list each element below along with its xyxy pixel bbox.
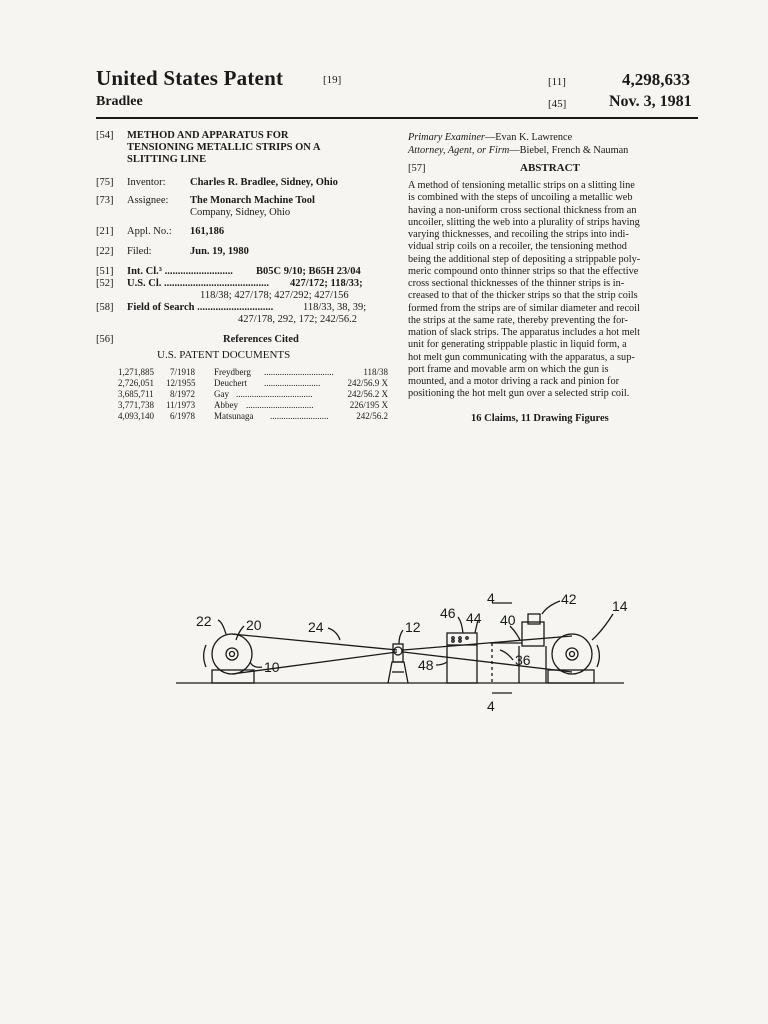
control-dot — [452, 637, 454, 639]
recoiler-coil — [552, 634, 592, 674]
figure-label-4-bottom: 4 — [487, 698, 495, 714]
abstract-line: meric compound onto thinner strips so that the effective — [408, 265, 639, 277]
web-upper — [232, 634, 397, 650]
invention-title-line-2: TENSIONING METALLIC STRIPS ON A — [127, 142, 321, 153]
figure-label-10: 10 — [264, 659, 280, 675]
us-cl-value: 427/172; 118/33; — [290, 278, 363, 289]
code-52: [52] — [96, 278, 114, 289]
assignee-line-2: Company, Sidney, Ohio — [190, 207, 291, 218]
ref-dots: .................................. — [236, 389, 313, 399]
ref-number: 3,685,711 — [118, 389, 154, 399]
assignee-line-1: The Monarch Machine Tool — [190, 195, 315, 206]
recoiler-hub — [566, 648, 578, 660]
ref-name: Gay — [214, 389, 229, 399]
abstract-line: having a non-uniform cross sectional thickness from an — [408, 204, 637, 216]
ref-number: 1,271,885 — [118, 367, 154, 377]
leader-14 — [592, 614, 613, 640]
code-56: [56] — [96, 334, 114, 345]
code-21: [21] — [96, 226, 114, 237]
ref-date: 7/1918 — [170, 367, 196, 377]
abstract-line: positioning the hot melt gun over a selected strip coil. — [408, 388, 630, 400]
ref-class: 118/38 — [363, 367, 388, 377]
us-cl-value-2: 118/38; 427/178; 427/292; 427/156 — [200, 290, 349, 301]
ref-dots: .......................... — [270, 411, 329, 421]
leader-48 — [436, 662, 447, 665]
code-22: [22] — [96, 246, 114, 257]
control-dot — [466, 637, 468, 639]
abstract-line: A method of tensioning metallic strips on a slitting line — [408, 180, 635, 191]
examiner-name: —Evan K. Lawrence — [484, 132, 573, 143]
abstract-line: cross sectional thicknesses of the thinner strips is in- — [408, 278, 625, 289]
field-of-search-value-2: 427/178, 292, 172; 242/56.2 — [238, 314, 358, 325]
recoiler-hub-center — [570, 652, 575, 657]
ref-dots: ............................... — [264, 367, 334, 377]
code-75: [75] — [96, 177, 114, 188]
leader-46 — [458, 617, 463, 633]
strip-upper — [403, 636, 572, 650]
appl-no-label: Appl. No.: — [127, 226, 172, 237]
us-cl-label: U.S. Cl. ........................................ — [127, 278, 270, 289]
attorney-label: Attorney, Agent, or Firm — [408, 145, 510, 156]
control-dot — [459, 637, 461, 639]
uncoiler-hub — [226, 648, 238, 660]
ref-number: 4,093,140 — [118, 411, 154, 421]
ref-class: 226/195 X — [349, 400, 388, 410]
uncoiler-coil — [212, 634, 252, 674]
abstract-line: uncoiler, slitting the web into a plurality of strips having — [408, 216, 640, 228]
filed-label: Filed: — [127, 246, 152, 257]
invention-title-line-3: SLITTING LINE — [127, 154, 207, 165]
web-lower — [232, 652, 397, 674]
code-51: [51] — [96, 266, 114, 277]
int-cl-label: Int. Cl.³ .......................... — [127, 266, 233, 277]
leader-12 — [399, 630, 403, 644]
abstract-line: being the additional step of depositing a strippable poly- — [408, 253, 641, 265]
figure-label-24: 24 — [308, 619, 324, 635]
claims-count: 16 Claims, 11 Drawing Figures — [471, 413, 609, 424]
abstract-heading: ABSTRACT — [520, 162, 580, 174]
abstract-line: mounted, and a motor driving a rack and pinion for — [408, 376, 620, 387]
invention-title-line-1: METHOD AND APPARATUS FOR — [127, 130, 289, 141]
ref-class: 242/56.2 X — [347, 389, 388, 399]
code-54: [54] — [96, 130, 114, 141]
figure-label-20: 20 — [246, 617, 262, 633]
abstract-line: unit for generating strippable plastic in liquid form, a — [408, 339, 627, 351]
figure-label-46: 46 — [440, 605, 456, 621]
code-73: [73] — [96, 195, 114, 206]
ref-date: 12/1955 — [166, 378, 196, 388]
abstract-line: is combined with the steps of uncoiling a metallic web — [408, 192, 633, 204]
leader-22 — [218, 620, 226, 634]
uncoiler-hub-center — [230, 652, 235, 657]
ref-class: 242/56.2 — [356, 411, 388, 421]
leader-36 — [500, 650, 513, 660]
figure-label-36: 36 — [515, 652, 531, 668]
patent-date: Nov. 3, 1981 — [609, 93, 692, 110]
code-19: [19] — [323, 74, 342, 86]
abstract-line: mation of slack strips. The apparatus includes a hot melt — [408, 327, 641, 338]
ref-date: 11/1973 — [166, 400, 196, 410]
figure-label-12: 12 — [405, 619, 421, 635]
figure-label-48: 48 — [418, 657, 434, 673]
attorney-name: —Biebel, French & Nauman — [509, 145, 629, 156]
ref-number: 2,726,051 — [118, 378, 154, 388]
slitter-knife — [394, 647, 402, 655]
abstract-line: hot melt gun communicating with the apparatus, a sup- — [408, 351, 635, 363]
leader-40 — [510, 626, 520, 640]
patent-title: United States Patent — [96, 66, 284, 90]
figure-label-40: 40 — [500, 612, 516, 628]
ref-name: Freydberg — [214, 367, 251, 377]
int-cl-value: B05C 9/10; B65H 23/04 — [256, 266, 361, 277]
ref-dots: ......................... — [264, 378, 321, 388]
abstract-line: creased to that of the thicker strips so that the strip coils — [408, 290, 638, 302]
ref-date: 6/1978 — [170, 411, 196, 421]
recoiler-rotation-arrow — [597, 645, 599, 667]
code-11: [11] — [548, 76, 566, 88]
code-45: [45] — [548, 98, 567, 110]
patent-number: 4,298,633 — [622, 70, 690, 89]
appl-no-value: 161,186 — [190, 226, 225, 237]
uncoiler-rotation-arrow — [204, 645, 206, 667]
examiner-label: Primary Examiner — [408, 132, 485, 143]
abstract-line: the strips at the same rate, thereby preventing the for- — [408, 314, 628, 326]
abstract-line: vidual strip coils on a recoiler, the tensioning method — [408, 241, 627, 253]
ref-date: 8/1972 — [170, 389, 196, 399]
leader-42 — [542, 601, 560, 614]
ref-name: Deuchert — [214, 378, 247, 388]
abstract-line: varying thicknesses, and recoiling the strips into indi- — [408, 229, 629, 240]
control-dot — [459, 640, 461, 642]
assignee-label: Assignee: — [127, 195, 169, 206]
figure-label-4-top: 4 — [487, 590, 495, 606]
figure-label-44: 44 — [466, 610, 482, 626]
leader-10 — [250, 662, 262, 667]
field-of-search-value: 118/33, 38, 39; — [303, 302, 367, 313]
filed-value: Jun. 19, 1980 — [190, 246, 249, 257]
gun-support-frame — [522, 622, 544, 646]
ref-number: 3,771,738 — [118, 400, 154, 410]
leader-24 — [328, 628, 340, 640]
code-58: [58] — [96, 302, 114, 313]
abstract-line: formed from the strips are of similar diameter and recoil — [408, 302, 640, 314]
references-heading: References Cited — [223, 334, 299, 345]
figure-label-22: 22 — [196, 613, 212, 629]
ref-name: Abbey — [214, 400, 238, 410]
us-patent-documents-heading: U.S. PATENT DOCUMENTS — [157, 349, 291, 361]
inventor-surname: Bradlee — [96, 94, 143, 109]
code-57: [57] — [408, 163, 426, 174]
control-dot — [452, 640, 454, 642]
field-of-search-label: Field of Search ............................. — [127, 302, 274, 313]
abstract-line: port frame and movable arm on which the gun is — [408, 363, 609, 375]
ref-name: Matsunaga — [214, 411, 254, 421]
inventor-label: Inventor: — [127, 177, 166, 188]
figure-label-42: 42 — [561, 591, 577, 607]
ref-class: 242/56.9 X — [347, 378, 388, 388]
figure-label-14: 14 — [612, 598, 628, 614]
ref-dots: .............................. — [246, 400, 314, 410]
inventor-value: Charles R. Bradlee, Sidney, Ohio — [190, 177, 338, 188]
